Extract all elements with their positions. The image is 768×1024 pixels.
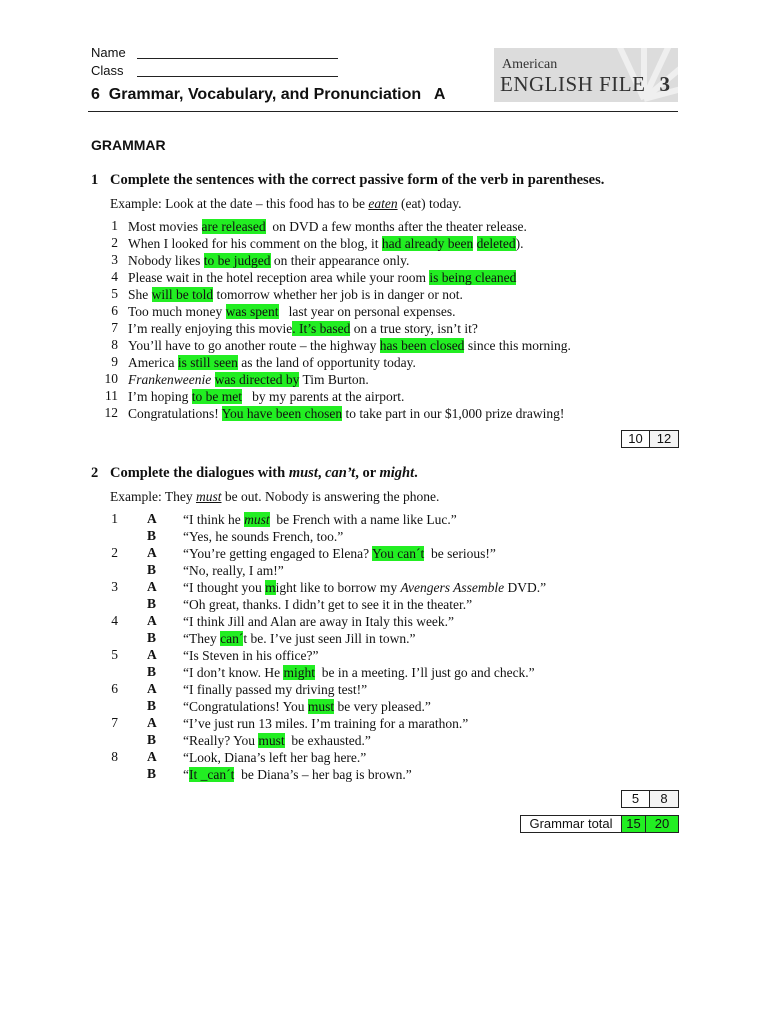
dialogue-number: 4 (111, 613, 118, 628)
text-segment: I’m really enjoying this movie (128, 321, 293, 336)
exercise-1-number: 1 (91, 172, 99, 188)
name-field[interactable] (137, 58, 338, 59)
text-segment: must (288, 465, 318, 481)
text-segment: ). (515, 236, 524, 251)
answer-highlight[interactable]: irected by (245, 372, 300, 387)
text-segment: America (128, 355, 178, 370)
text-segment: “No, really, I am!” (183, 563, 284, 578)
sentence-item (128, 371, 369, 388)
exercise-2-instruction (110, 465, 418, 482)
name-label: Name (91, 45, 126, 60)
text-segment: “ (183, 767, 189, 782)
item-number: 2 (111, 235, 118, 250)
answer-highlight[interactable]: had already been (381, 236, 474, 251)
grammar-total-score: Grammar total 15 20 (520, 815, 679, 833)
text-segment: Congratulations! (128, 406, 222, 421)
dialogue-line (183, 528, 343, 545)
speaker-a: A (147, 647, 157, 662)
text-segment: When I looked for his comment on the blog, it (128, 236, 382, 251)
class-field[interactable] (137, 76, 338, 77)
text-segment: Too much money (128, 304, 226, 319)
speaker-a: A (147, 681, 157, 696)
header-rule (88, 111, 678, 112)
text-segment: be exhausted.” (284, 733, 371, 748)
text-segment: Most movies (128, 219, 202, 234)
sentence-item (128, 269, 516, 286)
text-segment: by my parents at the airport. (242, 389, 405, 404)
text-segment: “I don’t know. He (183, 665, 284, 680)
section-title: GRAMMAR (91, 137, 166, 153)
speaker-a: A (147, 613, 157, 628)
dialogue-number: 8 (111, 749, 118, 764)
answer-highlight[interactable]: . It’s based (292, 321, 351, 336)
answer-highlight[interactable]: to be met (191, 389, 242, 404)
answer-highlight[interactable]: was spent (225, 304, 279, 319)
dialogue-number: 2 (111, 545, 118, 560)
answer-highlight[interactable]: can´ (220, 631, 244, 646)
text-segment: on a true story, isn’t it? (350, 321, 478, 336)
text-segment: “I think he (183, 512, 245, 527)
dialogue-number: 7 (111, 715, 118, 730)
class-label: Class (91, 63, 124, 78)
sentence-item (128, 303, 456, 320)
speaker-b: B (147, 596, 157, 611)
exercise-2-score: 5 8 (621, 790, 679, 808)
item-number: 9 (111, 354, 118, 369)
sentence-item (128, 286, 463, 303)
sentence-item (128, 252, 409, 269)
answer-highlight[interactable]: are released (201, 219, 266, 234)
sentence-item (128, 337, 571, 354)
sentence-item (128, 388, 404, 405)
text-segment: “You’re getting engaged to Elena? (183, 546, 372, 561)
text-segment: “I think Jill and Alan are away in Italy this week.” (183, 614, 455, 629)
speaker-b: B (147, 562, 157, 577)
item-number: 4 (111, 269, 118, 284)
dialogue-line (183, 698, 431, 715)
dialogue-line (183, 511, 457, 528)
dialogue-line (183, 766, 412, 783)
item-number: 3 (111, 252, 118, 267)
text-segment: DVD.” (504, 580, 547, 595)
answer-highlight[interactable]: is being cleaned (429, 270, 517, 285)
text-segment: since this morning. (464, 338, 571, 353)
speaker-b: B (147, 732, 157, 747)
text-segment: , (317, 465, 326, 481)
answer-highlight[interactable]: must (258, 733, 285, 748)
item-number: 5 (111, 286, 118, 301)
exercise-1-score: 10 12 (621, 430, 679, 448)
speaker-b: B (147, 528, 157, 543)
dialogue-line (183, 596, 472, 613)
answer-highlight[interactable]: will be told (151, 287, 214, 302)
text-segment: ight like to borrow my (275, 580, 401, 595)
answer-highlight[interactable]: You have been chosen (221, 406, 343, 421)
answer-highlight[interactable]: must (307, 699, 335, 714)
text-segment: can’t (325, 465, 356, 481)
text-segment: “I’ve just run 13 miles. I’m training for a marathon.” (183, 716, 469, 731)
item-number: 6 (111, 303, 118, 318)
answer-highlight[interactable]: might (283, 665, 315, 680)
text-segment: to take part in our $1,000 prize drawing! (342, 406, 565, 421)
speaker-a: A (147, 545, 157, 560)
text-segment: Nobody likes (128, 253, 204, 268)
exercise-2-number: 2 (91, 465, 99, 481)
answer-highlight[interactable]: to be judged (203, 253, 271, 268)
text-segment: be very pleased.” (334, 699, 431, 714)
speaker-b: B (147, 698, 157, 713)
answer-highlight[interactable]: was d (214, 372, 246, 387)
text-segment: “Congratulations! You (183, 699, 308, 714)
speaker-a: A (147, 715, 157, 730)
text-segment: be serious!” (424, 546, 496, 561)
item-number: 10 (104, 371, 118, 386)
page-title: 6 Grammar, Vocabulary, and Pronunciation A (91, 86, 446, 103)
text-segment: “Look, Diana’s left her bag here.” (183, 750, 367, 765)
sentence-item (128, 354, 416, 371)
speaker-a: A (147, 749, 157, 764)
text-segment: tomorrow whether her job is in danger or not. (213, 287, 463, 302)
sentence-item (128, 235, 524, 252)
text-segment: “I thought you (183, 580, 266, 595)
answer-highlight[interactable]: has been closed (379, 338, 465, 353)
text-segment: She (128, 287, 152, 302)
speaker-b: B (147, 664, 157, 679)
answer-highlight[interactable]: You can´t (371, 546, 425, 561)
text-segment: Tim Burton. (299, 372, 369, 387)
speaker-a: A (147, 579, 157, 594)
dialogue-line (183, 630, 415, 647)
text-segment: last year on personal expenses. (278, 304, 456, 319)
dialogue-line (183, 562, 284, 579)
dialogue-line (183, 664, 535, 681)
item-number: 1 (111, 218, 118, 233)
answer-highlight[interactable]: deleted (476, 236, 516, 251)
text-segment: “Really? You (183, 733, 259, 748)
dialogue-line (183, 715, 468, 732)
sentence-item (128, 405, 564, 422)
text-segment: I’m hoping (128, 389, 192, 404)
answer-highlight[interactable]: must (244, 512, 270, 527)
dialogue-number: 1 (111, 511, 118, 526)
dialogue-number: 6 (111, 681, 118, 696)
text-segment: Avengers Assemble (400, 580, 505, 595)
text-segment: “Is Steven in his office?” (183, 648, 319, 663)
exercise-1-example: Example: Look at the date – this food has to be eaten (eat) today. (110, 196, 462, 211)
text-segment: as the land of opportunity today. (237, 355, 416, 370)
text-segment: “They (183, 631, 221, 646)
text-segment: on their appearance only. (270, 253, 410, 268)
sentence-item (128, 218, 527, 235)
text-segment: Complete the dialogues with (110, 465, 289, 481)
american-english-file-logo: American ENGLISH FILE 3 (494, 48, 678, 102)
dialogue-line (183, 732, 371, 749)
item-number: 8 (111, 337, 118, 352)
text-segment: Frankenweenie (128, 372, 212, 387)
text-segment: t be. I’ve just seen Jill in town.” (243, 631, 416, 646)
text-segment: . (414, 465, 418, 481)
text-segment: Please wait in the hotel reception area while your room (128, 270, 430, 285)
speaker-b: B (147, 630, 157, 645)
item-number: 11 (105, 388, 118, 403)
dialogue-number: 3 (111, 579, 118, 594)
item-number: 12 (104, 405, 118, 420)
speaker-b: B (147, 766, 157, 781)
speaker-a: A (147, 511, 157, 526)
text-segment: “Yes, he sounds French, too.” (183, 529, 344, 544)
dialogue-line (183, 613, 454, 630)
dialogue-line (183, 681, 367, 698)
dialogue-line (183, 647, 318, 664)
text-segment: You’ll have to go another route – the highway (128, 338, 380, 353)
text-segment: on DVD a few months after the theater release. (265, 219, 527, 234)
text-segment: might (379, 465, 415, 481)
text-segment: be French with a name like Luc.” (269, 512, 457, 527)
text-segment: be Diana’s – her bag is brown.” (234, 767, 412, 782)
text-segment: “I finally passed my driving test!” (183, 682, 368, 697)
text-segment: “Oh great, thanks. I didn’t get to see it in the theater.” (183, 597, 473, 612)
answer-highlight[interactable]: is still seen (177, 355, 238, 370)
exercise-2-example: Example: They must be out. Nobody is answering the phone. (110, 489, 440, 504)
dialogue-number: 5 (111, 647, 118, 662)
answer-highlight[interactable]: m (265, 580, 276, 595)
answer-highlight[interactable]: It _can´t (189, 767, 235, 782)
sentence-item (128, 320, 478, 337)
dialogue-line (183, 545, 496, 562)
dialogue-line (183, 579, 546, 596)
item-number: 7 (111, 320, 118, 335)
text-segment: be in a meeting. I’ll just go and check.” (315, 665, 535, 680)
exercise-1-instruction: Complete the sentences with the correct passive form of the verb in parentheses. (110, 172, 605, 188)
dialogue-line (183, 749, 366, 766)
text-segment: , or (355, 465, 380, 481)
